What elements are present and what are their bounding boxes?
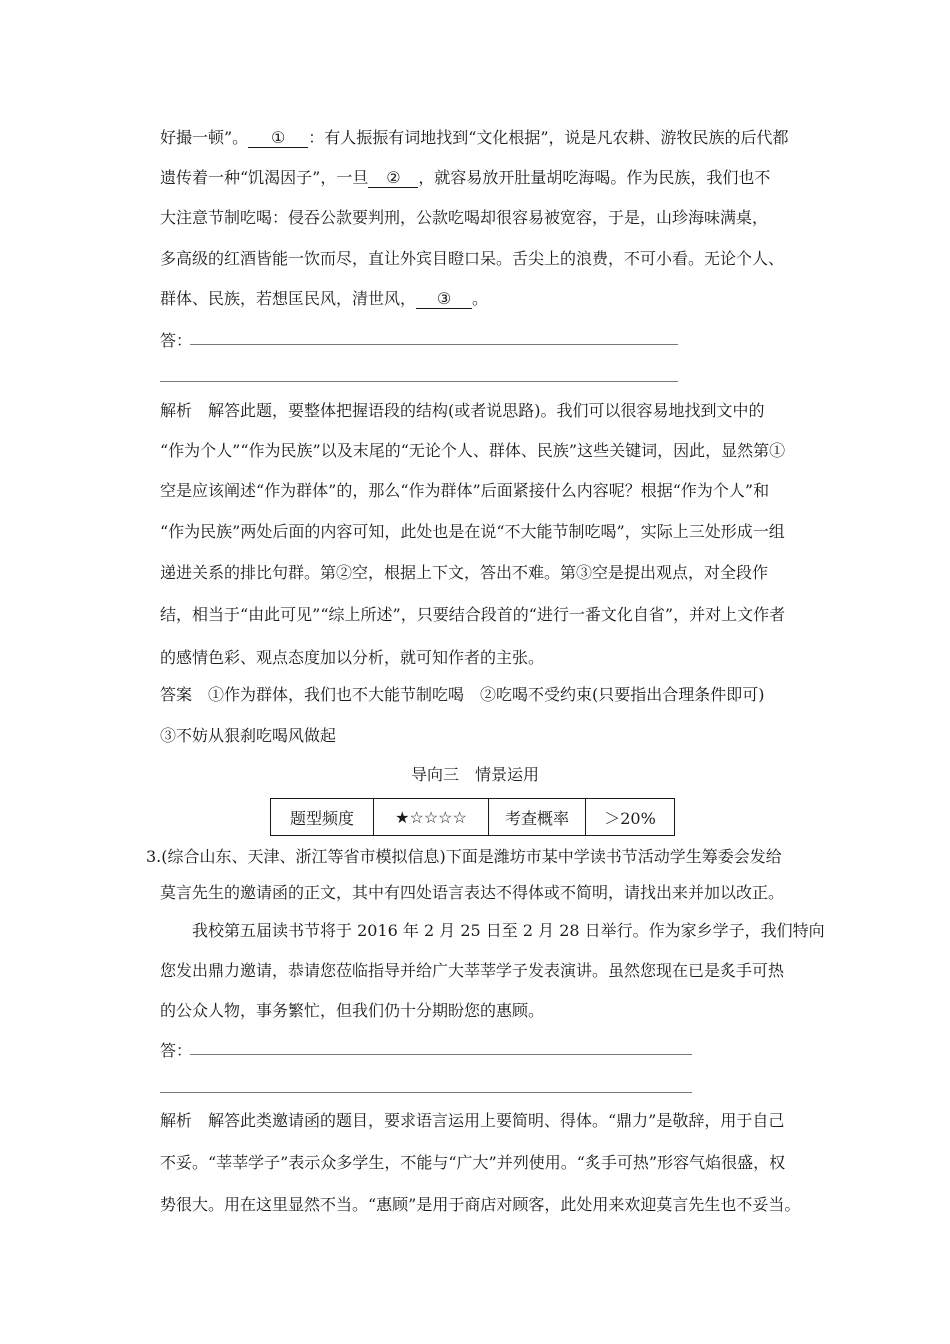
passage-text: 好撮一顿”。: [160, 128, 249, 147]
answer-line[interactable]: [160, 381, 678, 382]
table-label-probability: 考查概率: [489, 799, 586, 836]
analysis-line: “作为个人”“作为民族”以及末尾的“无论个人、群体、民族”这些关键词，因此，显然第①: [160, 441, 786, 460]
analysis-line: 结，相当于“由此可见”“综上所述”，只要结合段首的“进行一番文化自省”，并对上文作者: [160, 605, 786, 624]
question-3-line: 3.(综合山东、天津、浙江等省市模拟信息)下面是潍坊市某中学读书节活动学生筹委会发给: [146, 847, 782, 866]
letter-line: 我校第五届读书节将于 2016 年 2 月 25 日至 2 月 28 日举行。作为家乡学子，我们特向: [192, 921, 825, 940]
question-3-line: 莫言先生的邀请函的正文，其中有四处语言表达不得体或不简明，请找出来并加以改正。: [160, 883, 785, 902]
passage-line-2: [160, 167, 770, 189]
passage-text: 群体、民族，若想匡民风，清世风，: [160, 289, 417, 308]
table-probability-value: ＞20%: [586, 799, 675, 836]
frequency-table: [270, 798, 675, 836]
blank-2: ②: [368, 169, 418, 188]
passage-line-5: [160, 288, 488, 310]
letter-line: 您发出鼎力邀请，恭请您莅临指导并给广大莘莘学子发表演讲。虽然您现在已是炙手可热: [160, 961, 785, 980]
passage-text: ，就容易放开肚量胡吃海喝。作为民族，我们也不: [418, 168, 771, 187]
passage-line-1: [160, 127, 789, 149]
analysis-line: 不妥。“莘莘学子”表示众多学生，不能与“广大”并列使用。“炙手可热”形容气焰很盛，权: [160, 1153, 786, 1172]
passage-text: ：有人振振有词地找到“文化根据”，说是凡农耕、游牧民族的后代都: [308, 128, 789, 147]
answer-label-q2: 答：: [160, 331, 193, 350]
analysis-line: 递进关系的排比句群。第②空，根据上下文，答出不难。第③空是提出观点，对全段作: [160, 563, 769, 582]
section-title: 导向三 情景运用: [410, 765, 539, 784]
passage-line-3: 大注意节制吃喝：侵吞公款要判刑，公款吃喝却很容易被宽容，于是，山珍海味满桌，: [160, 208, 769, 227]
answer-line[interactable]: [190, 1054, 692, 1055]
passage-line-4: 多高级的红酒皆能一饮而尽，直让外宾目瞪口呆。舌尖上的浪费，不可小看。无论个人、: [160, 249, 785, 268]
analysis-line: 解析 解答此类邀请函的题目，要求语言运用上要简明、得体。“鼎力”是敬辞，用于自己: [160, 1111, 785, 1130]
table-label-frequency: 题型频度: [271, 799, 374, 836]
blank-1: ①: [248, 129, 308, 148]
passage-text: 。: [472, 289, 489, 308]
analysis-line: “作为民族”两处后面的内容可知，此处也是在说“不大能节制吃喝”，实际上三处形成一组: [160, 522, 785, 541]
analysis-line: 的感情色彩、观点态度加以分析，就可知作者的主张。: [160, 648, 545, 667]
analysis-line: 空是应该阐述“作为群体”的，那么“作为群体”后面紧接什么内容呢？根据“作为个人”和: [160, 481, 770, 500]
answer-key-line: 答案 ①作为群体，我们也不大能节制吃喝 ②吃喝不受约束(只要指出合理条件即可): [160, 685, 765, 704]
letter-line: 的公众人物，事务繁忙，但我们仍十分期盼您的惠顾。: [160, 1001, 545, 1020]
analysis-line: 解析 解答此题，要整体把握语段的结构(或者说思路)。我们可以很容易地找到文中的: [160, 401, 765, 420]
answer-line[interactable]: [190, 344, 678, 345]
passage-text: 遗传着一种“饥渴因子”，一旦: [160, 168, 369, 187]
answer-label-q3: 答：: [160, 1041, 193, 1060]
answer-line[interactable]: [160, 1092, 692, 1093]
analysis-line: 势很大。用在这里显然不当。“惠顾”是用于商店对顾客，此处用来欢迎莫言先生也不妥当。: [160, 1195, 801, 1214]
table-rating-stars: ★☆☆☆☆: [374, 799, 489, 836]
answer-key-line: ③不妨从狠刹吃喝风做起: [160, 726, 337, 745]
blank-3: ③: [416, 290, 472, 309]
